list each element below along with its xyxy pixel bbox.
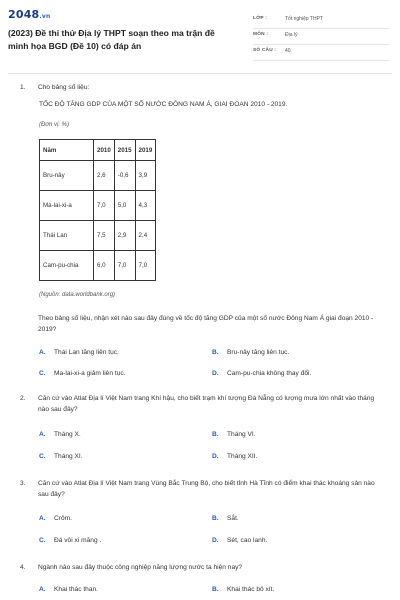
table-unit: (Đơn vị: %): [39, 122, 69, 128]
table-cell: 3,9: [135, 161, 156, 191]
option-letter: B.: [212, 515, 219, 522]
table-cell: 4,3: [135, 191, 156, 221]
question-prompt: Theo bảng số liệu, nhận xét nào sau đây đúng về tốc độ tăng GDP của một số nước Đông Nam Á giai đoạn 2010 - 2019?: [38, 315, 374, 333]
option-letter: D.: [212, 537, 219, 544]
table-cell: Bru-nây: [40, 161, 94, 191]
option-text: Sắt.: [227, 515, 239, 522]
meta-label: LỚP :: [253, 16, 268, 21]
option-letter: D.: [212, 370, 219, 377]
question-stem: Cho bảng số liệu:: [38, 84, 90, 91]
option-text: Sét, cao lanh.: [227, 537, 268, 544]
question-stem: Ngành nào sau đây thuộc công nghiệp năng lượng nước ta hiện nay?: [38, 564, 243, 571]
option-text: Ma-lai-xi-a giảm liên tục.: [54, 370, 126, 377]
option-letter: B.: [212, 349, 219, 356]
table-header-cell: 2015: [114, 140, 135, 161]
meta-label: MÔN :: [253, 32, 269, 37]
table-row: [40, 251, 156, 281]
table-cell: 6,0: [94, 251, 115, 281]
option-letter: C.: [39, 370, 46, 377]
logo-text: 2048: [8, 8, 40, 21]
meta-row-count: [253, 45, 389, 61]
table-source: (Nguồn: data.worldbank.org): [39, 292, 116, 298]
question-number: 3.: [20, 480, 26, 487]
table-cell: 2,6: [94, 161, 115, 191]
option-text: Cam-pu-chia không thay đổi.: [227, 370, 312, 377]
table-cell: 5,0: [114, 191, 135, 221]
option-text: Khai thác bô xít.: [227, 586, 275, 593]
table-cell: 7,0: [135, 251, 156, 281]
table-header-row: [40, 140, 156, 161]
option-text: Thái Lan tăng liên tục.: [54, 349, 119, 356]
meta-value: Tốt nghiệp THPT: [285, 16, 323, 22]
option-letter: B.: [212, 431, 219, 438]
option-letter: A.: [39, 586, 46, 593]
document-title: (2023) Đề thi thử Địa lý THPT soạn theo ma trận đề minh họa BGD (Đề 10) có đáp án: [8, 28, 215, 51]
gdp-growth-table: [39, 139, 156, 281]
table-header-cell: 2010: [94, 140, 115, 161]
option-letter: A.: [39, 349, 46, 356]
option-text: Đá vôi xi măng .: [54, 537, 102, 544]
question-number: 4.: [20, 564, 26, 571]
header-divider: [8, 73, 392, 74]
option-letter: C.: [39, 453, 46, 460]
table-cell: 2,4: [135, 221, 156, 251]
meta-value: Địa lý: [285, 32, 298, 38]
option-text: Tháng XII.: [227, 453, 258, 460]
option-letter: D.: [212, 453, 219, 460]
table-cell: Ma-lai-xi-a: [40, 191, 94, 221]
site-logo[interactable]: [8, 8, 50, 21]
page-header: [0, 0, 400, 72]
meta-value: 40: [285, 48, 291, 54]
option-letter: C.: [39, 537, 46, 544]
table-cell: Thái Lan: [40, 221, 94, 251]
option-text: Bru-nây tăng liên tục.: [227, 349, 290, 356]
table-cell: -0,6: [114, 161, 135, 191]
option-letter: A.: [39, 515, 46, 522]
question-number: 2.: [20, 395, 26, 402]
option-text: Tháng VI.: [227, 431, 256, 438]
table-title: TỐC ĐỘ TĂNG GDP CỦA MỘT SỐ NƯỚC ĐÔNG NAM Á, GIAI ĐOẠN 2010 - 2019.: [39, 101, 288, 108]
option-text: Khai thác than.: [54, 586, 98, 593]
option-text: Crôm.: [54, 515, 72, 522]
table-cell: 2,9: [114, 221, 135, 251]
meta-row-subject: [253, 29, 389, 45]
exam-meta: [253, 13, 389, 61]
meta-row-grade: [253, 13, 389, 29]
table-cell: 7,5: [94, 221, 115, 251]
logo-suffix: .vn: [39, 13, 51, 20]
table-row: [40, 161, 156, 191]
table-cell: 7,0: [94, 191, 115, 221]
table-cell: 7,0: [114, 251, 135, 281]
table-header-cell: Năm: [40, 140, 94, 161]
table-cell: Cam-pu-chia: [40, 251, 94, 281]
meta-label: SỐ CÂU :: [253, 48, 277, 53]
option-text: Tháng X.: [54, 431, 81, 438]
question-stem: Căn cứ vào Atlat Địa lí Việt Nam trang Vùng Bắc Trung Bộ, cho biết tỉnh Hà Tĩnh có điểm khai thác khoáng sản nào sau đây?: [38, 480, 375, 498]
table-header-cell: 2019: [135, 140, 156, 161]
option-text: Tháng XI.: [54, 453, 83, 460]
option-letter: A.: [39, 431, 46, 438]
question-stem: Căn cứ vào Atlat Địa lí Việt Nam trang Khí hậu, cho biết trạm khí tượng Đà Nẵng có lượng mưa lớn nhất vào tháng nào sau đây?: [38, 395, 375, 413]
table-row: [40, 221, 156, 251]
question-number: 1.: [20, 84, 26, 91]
option-letter: B.: [212, 586, 219, 593]
table-row: [40, 191, 156, 221]
